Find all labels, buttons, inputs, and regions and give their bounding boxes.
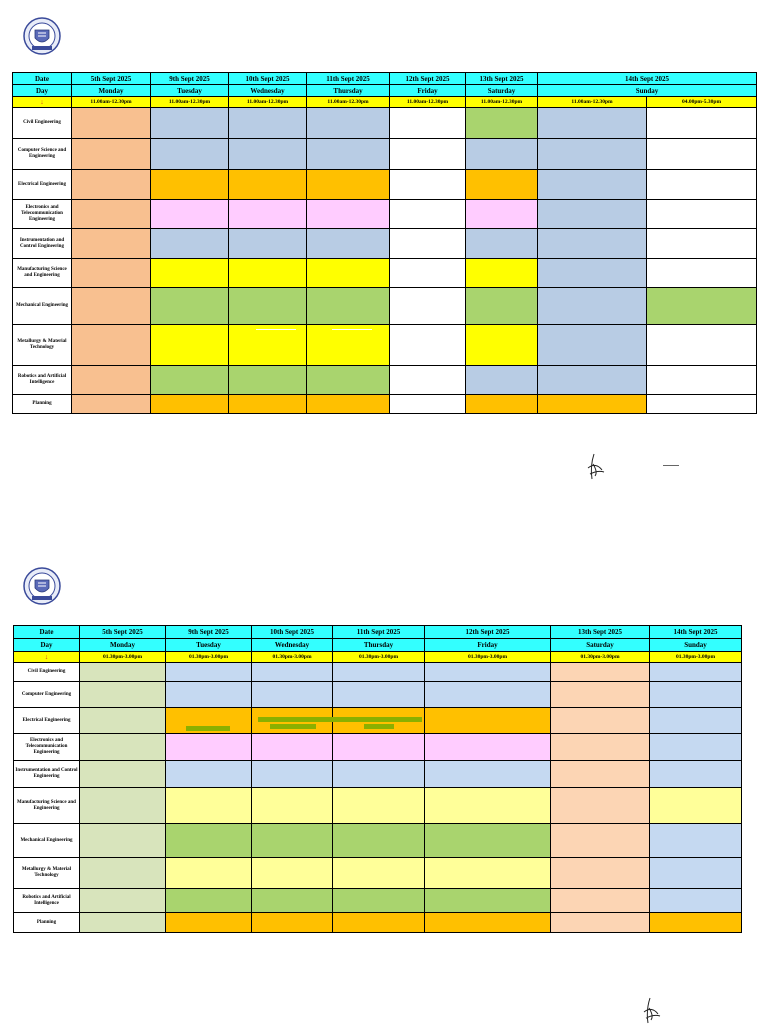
- schedule-cell: [551, 761, 650, 788]
- day-header: Friday: [425, 639, 551, 652]
- schedule-cell: [551, 708, 650, 734]
- department-name: Mechanical Engineering: [14, 824, 80, 858]
- schedule-cell: [307, 259, 390, 288]
- schedule-cell: [647, 229, 757, 259]
- schedule-cell: [538, 366, 647, 395]
- schedule-cell: [72, 229, 151, 259]
- schedule-cell: [650, 682, 742, 708]
- schedule-cell: [551, 889, 650, 913]
- table-row: [13, 229, 757, 259]
- time-slot: 01.30pm-3.00pm: [166, 652, 252, 663]
- time-slot: 11.00am-12.30pm: [229, 97, 307, 108]
- schedule-cell: [151, 200, 229, 229]
- table-row: [14, 913, 742, 933]
- schedule-cell: [151, 170, 229, 200]
- day-header: Wednesday: [229, 85, 307, 97]
- schedule-cell: [229, 170, 307, 200]
- day-header: Monday: [72, 85, 151, 97]
- arrow-down-icon: ↓: [14, 652, 80, 663]
- schedule-cell: [425, 708, 551, 734]
- day-header: Thursday: [307, 85, 390, 97]
- table-row: [14, 682, 742, 708]
- schedule-cell: [538, 288, 647, 325]
- schedule-cell: [538, 139, 647, 170]
- institute-logo-icon-2: [22, 566, 62, 606]
- schedule-cell: [647, 395, 757, 414]
- schedule-cell: [425, 734, 551, 761]
- date-header: 11th Sept 2025: [307, 73, 390, 85]
- schedule-cell: [390, 200, 466, 229]
- schedule-cell: [390, 170, 466, 200]
- table-row: [14, 663, 742, 682]
- schedule-cell: [390, 108, 466, 139]
- date-row: [14, 626, 742, 639]
- time-slot: 11.00am-12.30pm: [151, 97, 229, 108]
- department-name: Electronics and Telecommunication Engineering: [14, 734, 80, 761]
- cell-artifact: [186, 726, 230, 731]
- schedule-cell: [551, 663, 650, 682]
- department-name: Metallurgy & Material Technology: [14, 858, 80, 889]
- schedule-cell: [333, 858, 425, 889]
- schedule-cell: [333, 682, 425, 708]
- schedule-cell: [307, 108, 390, 139]
- cell-artifact: [332, 329, 372, 330]
- time-slot: 01.30pm-3.00pm: [425, 652, 551, 663]
- time-row: [14, 652, 742, 663]
- table-row: [14, 824, 742, 858]
- schedule-cell: [80, 788, 166, 824]
- schedule-cell: [650, 734, 742, 761]
- schedule-cell: [229, 108, 307, 139]
- time-row: [13, 97, 757, 108]
- schedule-cell: [307, 139, 390, 170]
- schedule-cell: [229, 139, 307, 170]
- schedule-cell: [72, 170, 151, 200]
- schedule-cell: [390, 288, 466, 325]
- schedule-cell: [650, 824, 742, 858]
- schedule-cell: [252, 788, 333, 824]
- schedule-cell: [466, 170, 538, 200]
- table-row: [14, 734, 742, 761]
- department-name: Civil Engineering: [13, 108, 72, 139]
- schedule-cell: [252, 913, 333, 933]
- table-row: [13, 366, 757, 395]
- time-slot: 01.30pm-3.00pm: [333, 652, 425, 663]
- schedule-cell: [252, 761, 333, 788]
- schedule-cell: [229, 200, 307, 229]
- schedule-cell: [425, 761, 551, 788]
- schedule-cell: [80, 734, 166, 761]
- time-slot: 01.30pm-3.00pm: [650, 652, 742, 663]
- schedule-cell: [551, 682, 650, 708]
- schedule-cell: [166, 788, 252, 824]
- table-row: [13, 259, 757, 288]
- time-slot: 11.00am-12.30pm: [466, 97, 538, 108]
- schedule-cell: [551, 788, 650, 824]
- cell-artifact: [258, 717, 422, 722]
- department-name: Planning: [14, 913, 80, 933]
- time-slot: 11.00am-12.30pm: [307, 97, 390, 108]
- schedule-cell: [647, 288, 757, 325]
- schedule-cell: [538, 200, 647, 229]
- day-label: Day: [13, 85, 72, 97]
- schedule-cell: [307, 170, 390, 200]
- schedule-cell: [151, 139, 229, 170]
- schedule-cell: [551, 913, 650, 933]
- schedule-cell: [307, 325, 390, 366]
- schedule-cell: [466, 139, 538, 170]
- day-header: Sunday: [650, 639, 742, 652]
- schedule-cell: [466, 395, 538, 414]
- schedule-cell: [466, 325, 538, 366]
- schedule-cell: [229, 395, 307, 414]
- day-header: Wednesday: [252, 639, 333, 652]
- time-slot: 11.00am-12.30pm: [390, 97, 466, 108]
- schedule-cell: [538, 229, 647, 259]
- day-row: [14, 639, 742, 652]
- date-header: 14th Sept 2025: [650, 626, 742, 639]
- department-name: Electrical Engineering: [13, 170, 72, 200]
- schedule-cell: [647, 139, 757, 170]
- schedule-cell: [390, 395, 466, 414]
- schedule-cell: [466, 366, 538, 395]
- schedule-cell: [551, 734, 650, 761]
- cell-artifact: [270, 724, 316, 729]
- schedule-cell: [72, 325, 151, 366]
- schedule-cell: [647, 200, 757, 229]
- schedule-cell: [647, 366, 757, 395]
- table-row: [13, 139, 757, 170]
- day-header: Saturday: [466, 85, 538, 97]
- time-slot: 04.00pm-5.30pm: [647, 97, 757, 108]
- schedule-cell: [466, 259, 538, 288]
- schedule-cell: [151, 288, 229, 325]
- institute-logo-icon: [22, 16, 62, 56]
- schedule-cell: [390, 259, 466, 288]
- table-row: [14, 858, 742, 889]
- department-name: Computer Science and Engineering: [13, 139, 72, 170]
- schedule-cell: [307, 229, 390, 259]
- date-row: [13, 73, 757, 85]
- schedule-cell: [80, 858, 166, 889]
- schedule-cell: [166, 682, 252, 708]
- table-row: [14, 788, 742, 824]
- date-header: 12th Sept 2025: [425, 626, 551, 639]
- schedule-cell: [151, 325, 229, 366]
- schedule-cell: [72, 288, 151, 325]
- schedule-cell: [425, 663, 551, 682]
- schedule-cell: [425, 682, 551, 708]
- cell-artifact: [364, 724, 394, 729]
- schedule-cell: [80, 889, 166, 913]
- schedule-cell: [151, 229, 229, 259]
- day-header: Tuesday: [151, 85, 229, 97]
- schedule-cell: [151, 108, 229, 139]
- schedule-cell: [252, 858, 333, 889]
- schedule-cell: [151, 259, 229, 288]
- schedule-cell: [466, 200, 538, 229]
- date-label: Date: [14, 626, 80, 639]
- day-header: Thursday: [333, 639, 425, 652]
- schedule-cell: [72, 139, 151, 170]
- schedule-cell: [390, 139, 466, 170]
- day-row: [13, 85, 757, 97]
- time-slot: 11.00am-12.30pm: [72, 97, 151, 108]
- schedule-cell: [80, 663, 166, 682]
- schedule-cell: [252, 682, 333, 708]
- schedule-cell: [333, 788, 425, 824]
- schedule-cell: [80, 761, 166, 788]
- schedule-cell: [333, 663, 425, 682]
- schedule-cell: [647, 325, 757, 366]
- department-name: Manufacturing Science and Engineering: [14, 788, 80, 824]
- schedule-cell: [538, 108, 647, 139]
- schedule-cell: [229, 325, 307, 366]
- schedule-cell: [650, 858, 742, 889]
- schedule-cell: [466, 229, 538, 259]
- schedule-cell: [166, 858, 252, 889]
- schedule-cell: [307, 395, 390, 414]
- schedule-cell: [425, 788, 551, 824]
- schedule-cell: [466, 108, 538, 139]
- schedule-cell: [333, 734, 425, 761]
- table-row: [13, 288, 757, 325]
- table-row: [14, 761, 742, 788]
- schedule-cell: [425, 824, 551, 858]
- date-header: 5th Sept 2025: [80, 626, 166, 639]
- department-name: Instrumentation and Control Engineering: [14, 761, 80, 788]
- schedule-cell: [72, 366, 151, 395]
- schedule-cell: [229, 229, 307, 259]
- schedule-cell: [650, 913, 742, 933]
- schedule-cell: [551, 858, 650, 889]
- department-name: Instrumentation and Control Engineering: [13, 229, 72, 259]
- date-header: 13th Sept 2025: [551, 626, 650, 639]
- department-name: Manufacturing Science and Engineering: [13, 259, 72, 288]
- schedule-cell: [425, 889, 551, 913]
- table-row: [13, 108, 757, 139]
- schedule-cell: [390, 366, 466, 395]
- department-name: Mechanical Engineering: [13, 288, 72, 325]
- signature-icon: [584, 452, 606, 482]
- table-row: [14, 889, 742, 913]
- date-header: 5th Sept 2025: [72, 73, 151, 85]
- schedule-cell: [551, 824, 650, 858]
- schedule-cell: [650, 663, 742, 682]
- schedule-cell: [252, 824, 333, 858]
- date-header: 9th Sept 2025: [151, 73, 229, 85]
- schedule-cell: [538, 325, 647, 366]
- schedule-cell: [72, 108, 151, 139]
- schedule-cell: [333, 824, 425, 858]
- date-label: Date: [13, 73, 72, 85]
- schedule-cell: [72, 259, 151, 288]
- schedule-cell: [650, 889, 742, 913]
- schedule-cell: [151, 395, 229, 414]
- department-name: Robotics and Artificial Intelligence: [13, 366, 72, 395]
- schedule-cell: [72, 200, 151, 229]
- day-header: Monday: [80, 639, 166, 652]
- schedule-table-afternoon: [13, 625, 742, 933]
- date-header: 14th Sept 2025: [538, 73, 757, 85]
- schedule-cell: [229, 288, 307, 325]
- schedule-cell: [166, 663, 252, 682]
- department-name: Metallurgy & Material Technology: [13, 325, 72, 366]
- schedule-cell: [151, 366, 229, 395]
- day-header: Sunday: [538, 85, 757, 97]
- signature-line: [663, 465, 679, 466]
- department-name: Robotics and Artificial Intelligence: [14, 889, 80, 913]
- schedule-cell: [166, 824, 252, 858]
- schedule-cell: [647, 259, 757, 288]
- schedule-cell: [80, 913, 166, 933]
- schedule-cell: [252, 889, 333, 913]
- schedule-cell: [307, 288, 390, 325]
- schedule-cell: [166, 761, 252, 788]
- cell-artifact: [256, 329, 296, 330]
- arrow-down-icon: ↓: [13, 97, 72, 108]
- date-header: 10th Sept 2025: [229, 73, 307, 85]
- time-slot: 01.30pm-3.00pm: [252, 652, 333, 663]
- schedule-cell: [538, 395, 647, 414]
- time-slot: 11.00am-12.30pm: [538, 97, 647, 108]
- schedule-cell: [80, 708, 166, 734]
- department-name: Computer Engineering: [14, 682, 80, 708]
- schedule-cell: [229, 366, 307, 395]
- table-row: [13, 395, 757, 414]
- schedule-cell: [650, 761, 742, 788]
- schedule-cell: [647, 108, 757, 139]
- schedule-cell: [538, 170, 647, 200]
- department-name: Electronics and Telecommunication Engineering: [13, 200, 72, 229]
- schedule-cell: [538, 259, 647, 288]
- table-row: [13, 200, 757, 229]
- schedule-cell: [650, 788, 742, 824]
- signature-icon-2: [640, 996, 662, 1026]
- date-header: 12th Sept 2025: [390, 73, 466, 85]
- schedule-cell: [166, 889, 252, 913]
- time-slot: 01.30pm-3.00pm: [80, 652, 166, 663]
- schedule-cell: [650, 708, 742, 734]
- table-row: [13, 170, 757, 200]
- schedule-cell: [333, 761, 425, 788]
- schedule-cell: [307, 200, 390, 229]
- day-header: Saturday: [551, 639, 650, 652]
- date-header: 10th Sept 2025: [252, 626, 333, 639]
- schedule-cell: [80, 824, 166, 858]
- schedule-cell: [166, 734, 252, 761]
- schedule-cell: [229, 259, 307, 288]
- schedule-cell: [425, 858, 551, 889]
- schedule-cell: [252, 734, 333, 761]
- date-header: 9th Sept 2025: [166, 626, 252, 639]
- schedule-cell: [647, 170, 757, 200]
- day-header: Friday: [390, 85, 466, 97]
- schedule-table-morning: [12, 72, 757, 414]
- schedule-cell: [390, 229, 466, 259]
- department-name: Planning: [13, 395, 72, 414]
- schedule-cell: [80, 682, 166, 708]
- schedule-cell: [307, 366, 390, 395]
- schedule-cell: [252, 663, 333, 682]
- schedule-cell: [466, 288, 538, 325]
- date-header: 13th Sept 2025: [466, 73, 538, 85]
- schedule-cell: [333, 889, 425, 913]
- time-slot: 01.30pm-3.00pm: [551, 652, 650, 663]
- table-row: [13, 325, 757, 366]
- schedule-cell: [72, 395, 151, 414]
- date-header: 11th Sept 2025: [333, 626, 425, 639]
- schedule-cell: [425, 913, 551, 933]
- day-header: Tuesday: [166, 639, 252, 652]
- day-label: Day: [14, 639, 80, 652]
- schedule-cell: [166, 913, 252, 933]
- schedule-cell: [390, 325, 466, 366]
- department-name: Electrical Engineering: [14, 708, 80, 734]
- schedule-cell: [333, 913, 425, 933]
- department-name: Civil Engineering: [14, 663, 80, 682]
